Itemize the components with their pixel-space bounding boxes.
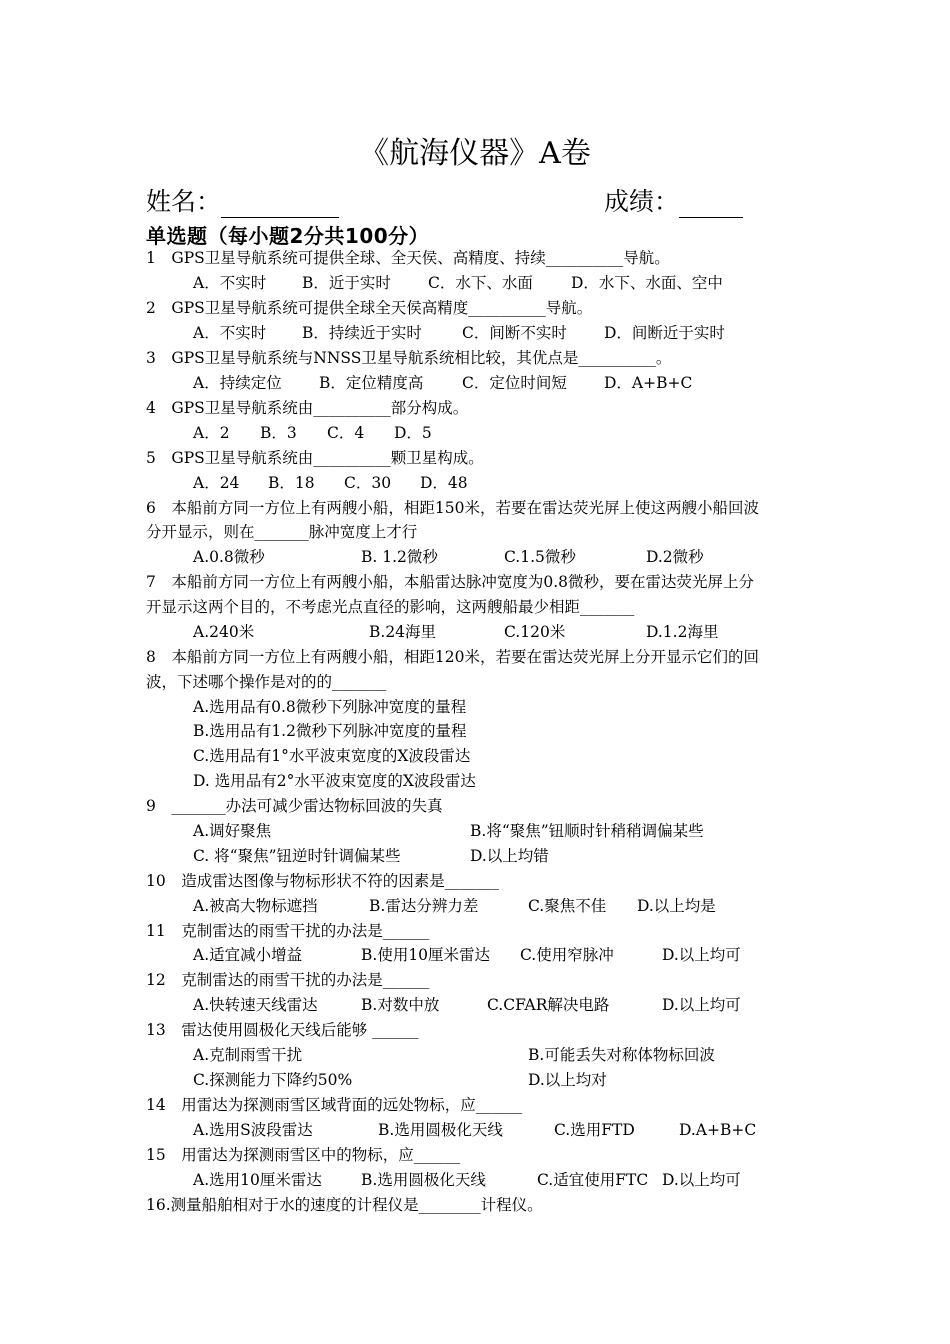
option: D．48 bbox=[420, 474, 468, 492]
option: C.选用FTD bbox=[554, 1121, 635, 1139]
option: A.克制雨雪干扰 bbox=[193, 1046, 303, 1064]
question-2: 2 GPS卫星导航系统可提供全球全天侯高精度__________导航。 bbox=[146, 299, 593, 317]
option: D.以上均可 bbox=[662, 996, 741, 1014]
option: D．间断近于实时 bbox=[604, 324, 725, 342]
option: D．5 bbox=[394, 424, 432, 442]
question-12: 12 克制雷达的雨雪干扰的办法是______ bbox=[146, 971, 430, 989]
option: D.以上均对 bbox=[528, 1071, 607, 1089]
question-15: 15 用雷达为探测雨雪区中的物标，应______ bbox=[146, 1146, 461, 1164]
option: C.选用品有1°水平波束宽度的X波段雷达 bbox=[193, 747, 471, 765]
option: B.选用圆极化天线 bbox=[361, 1171, 486, 1189]
option: B．持续近于实时 bbox=[302, 324, 422, 342]
option: A．2 bbox=[193, 424, 230, 442]
question-7-cont: 开显示这两个目的，不考虑光点直径的影响，这两艘船最少相距_______ bbox=[146, 598, 635, 616]
question-14: 14 用雷达为探测雨雪区域背面的远处物标，应______ bbox=[146, 1096, 523, 1114]
option: D. 选用品有2°水平波束宽度的X波段雷达 bbox=[193, 772, 476, 790]
score-label: 成绩： bbox=[604, 187, 680, 216]
name-blank bbox=[221, 193, 339, 218]
question-6: 6 本船前方同一方位上有两艘小船，相距150米，若要在雷达荧光屏上使这两艘小船回波 bbox=[146, 499, 759, 517]
question-1: 1 GPS卫星导航系统可提供全球、全天侯、高精度、持续__________导航。 bbox=[146, 249, 670, 267]
option: D.A+B+C bbox=[679, 1121, 757, 1139]
option: B.雷达分辨力差 bbox=[369, 897, 479, 915]
name-field bbox=[146, 182, 339, 218]
option: D.以上均可 bbox=[662, 1171, 741, 1189]
option: A.选用品有0.8微秒下列脉冲宽度的量程 bbox=[193, 698, 467, 716]
option: A.0.8微秒 bbox=[193, 548, 265, 566]
option: A.选用S波段雷达 bbox=[193, 1121, 313, 1139]
option: A.被高大物标遮挡 bbox=[193, 897, 318, 915]
option: D.以上均可 bbox=[662, 946, 741, 964]
option: B．定位精度高 bbox=[319, 374, 424, 392]
option: A．持续定位 bbox=[193, 374, 282, 392]
question-13: 13 雷达使用圆极化天线后能够 ______ bbox=[146, 1021, 419, 1039]
option: D.以上均是 bbox=[637, 897, 716, 915]
option: C.探测能力下降约50% bbox=[193, 1071, 353, 1089]
question-3: 3 GPS卫星导航系统与NNSS卫星导航系统相比较，其优点是__________。 bbox=[146, 349, 672, 367]
option: D．A+B+C bbox=[604, 374, 693, 392]
option: B.将“聚焦”钮顺时针稍稍调偏某些 bbox=[470, 822, 704, 840]
option: C.适宜使用FTC bbox=[537, 1171, 649, 1189]
option: C．水下、水面 bbox=[428, 274, 533, 292]
option: D.2微秒 bbox=[646, 548, 704, 566]
option: A.选用10厘米雷达 bbox=[193, 1171, 322, 1189]
option: C．间断不实时 bbox=[462, 324, 567, 342]
option: B.可能丢失对称体物标回波 bbox=[528, 1046, 715, 1064]
option: A.240米 bbox=[193, 623, 255, 641]
option: B. 1.2微秒 bbox=[361, 548, 438, 566]
name-label: 姓名： bbox=[146, 187, 222, 216]
option: D．水下、水面、空中 bbox=[571, 274, 723, 292]
option: C.CFAR解决电路 bbox=[487, 996, 610, 1014]
question-8-cont: 波，下述哪个操作是对的的_______ bbox=[146, 673, 387, 691]
option: B.24海里 bbox=[369, 623, 437, 641]
score-field bbox=[604, 182, 743, 218]
option: B.对数中放 bbox=[361, 996, 440, 1014]
option: A．24 bbox=[193, 474, 240, 492]
section-heading: 单选题（每小题2分共100分） bbox=[146, 224, 430, 248]
option: D.以上均错 bbox=[470, 847, 549, 865]
question-9: 9 _______办法可减少雷达物标回波的失真 bbox=[146, 797, 443, 815]
question-4: 4 GPS卫星导航系统由__________部分构成。 bbox=[146, 399, 469, 417]
option: A．不实时 bbox=[193, 274, 267, 292]
option: A.调好聚焦 bbox=[193, 822, 272, 840]
option: C. 将“聚焦”钮逆时针调偏某些 bbox=[193, 847, 401, 865]
page-title: 《航海仪器》A卷 bbox=[359, 136, 591, 171]
question-10: 10 造成雷达图像与物标形状不符的因素是_______ bbox=[146, 872, 499, 890]
option: A.适宜减小增益 bbox=[193, 946, 303, 964]
score-blank bbox=[679, 193, 743, 218]
question-8: 8 本船前方同一方位上有两艘小船，相距120米，若要在雷达荧光屏上分开显示它们的回 bbox=[146, 648, 759, 666]
question-7: 7 本船前方同一方位上有两艘小船，本船雷达脉冲宽度为0.8微秒，要在雷达荧光屏上分 bbox=[146, 573, 755, 591]
option: C．定位时间短 bbox=[462, 374, 567, 392]
option: B．近于实时 bbox=[302, 274, 391, 292]
question-5: 5 GPS卫星导航系统由__________颗卫星构成。 bbox=[146, 449, 484, 467]
option: C．4 bbox=[327, 424, 365, 442]
question-16: 16.测量船舶相对于水的速度的计程仪是________计程仪。 bbox=[146, 1196, 543, 1214]
option: B.使用10厘米雷达 bbox=[361, 946, 491, 964]
question-6-cont: 分开显示，则在_______脉冲宽度上才行 bbox=[146, 523, 418, 541]
option: B．18 bbox=[268, 474, 315, 492]
question-11: 11 克制雷达的雨雪干扰的办法是______ bbox=[146, 922, 430, 940]
option: A．不实时 bbox=[193, 324, 267, 342]
option: B.选用品有1.2微秒下列脉冲宽度的量程 bbox=[193, 722, 467, 740]
option: A.快转速天线雷达 bbox=[193, 996, 318, 1014]
option: B．3 bbox=[260, 424, 297, 442]
option: C.1.5微秒 bbox=[504, 548, 576, 566]
option: D.1.2海里 bbox=[646, 623, 719, 641]
option: C．30 bbox=[344, 474, 392, 492]
option: C.120米 bbox=[504, 623, 566, 641]
option: C.使用窄脉冲 bbox=[520, 946, 614, 964]
option: B.选用圆极化天线 bbox=[378, 1121, 503, 1139]
option: C.聚焦不佳 bbox=[528, 897, 607, 915]
